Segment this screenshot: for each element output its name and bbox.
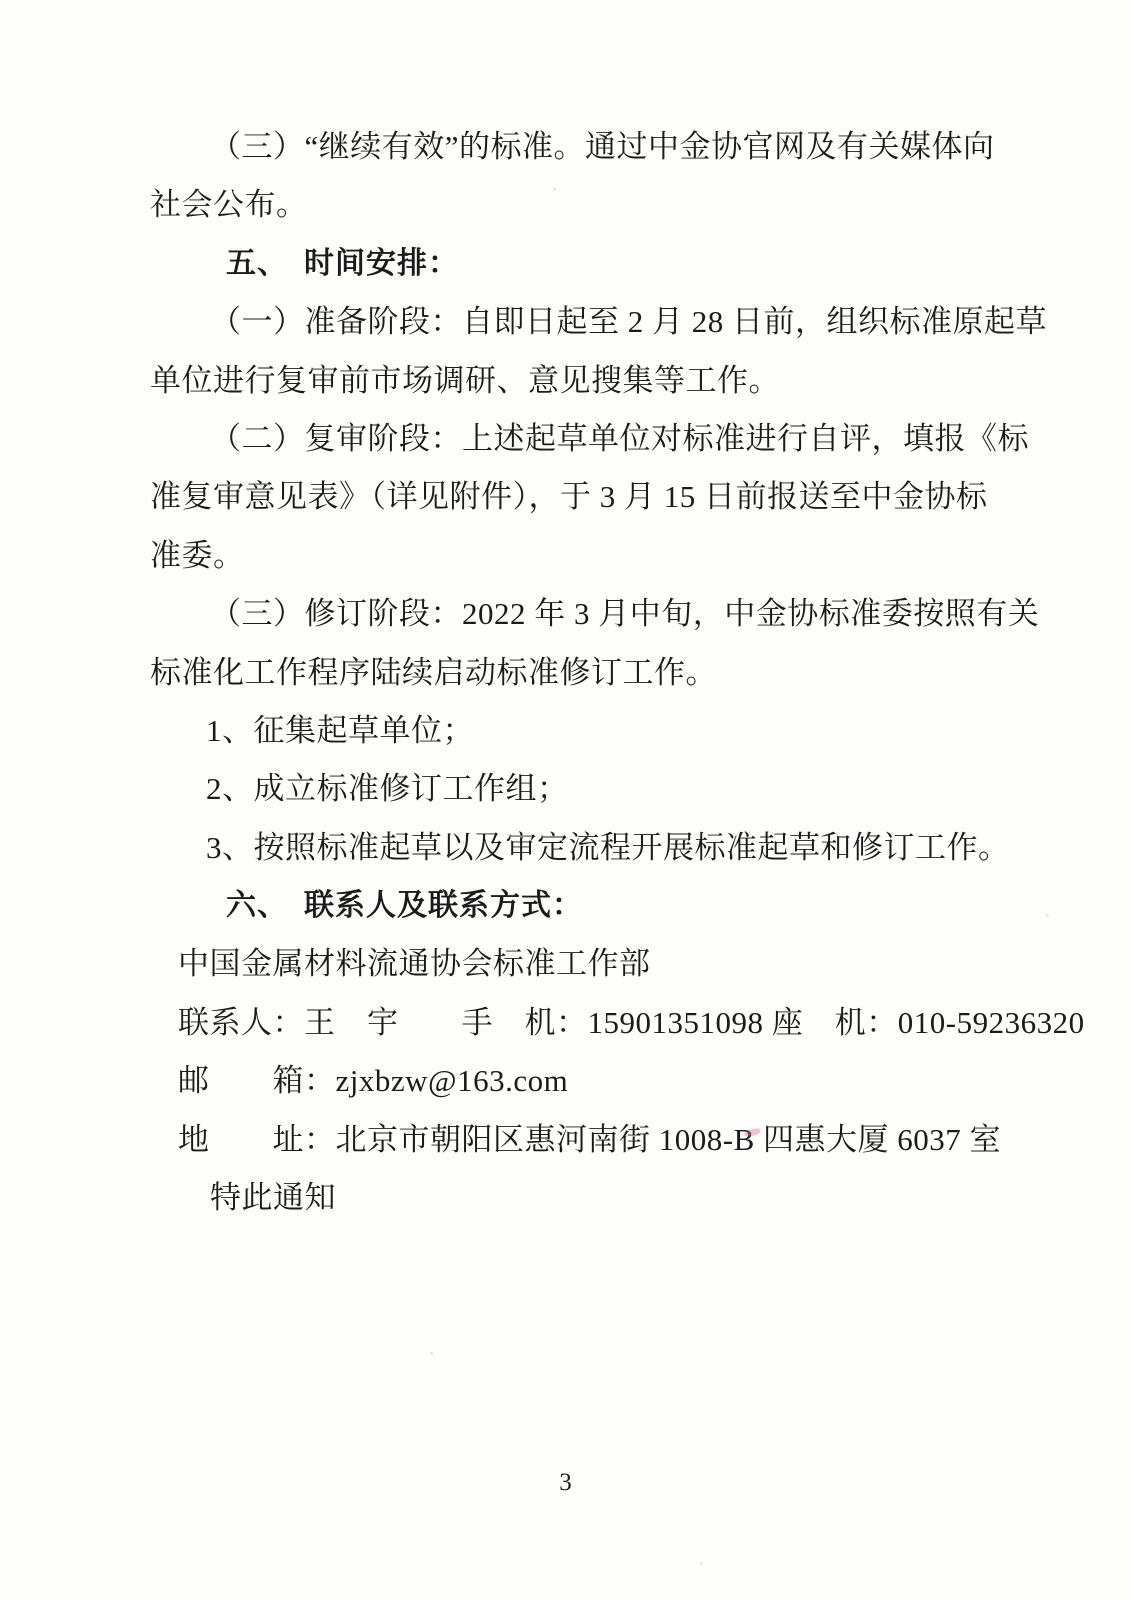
scan-speck: [553, 188, 556, 191]
page-number: 3: [559, 1469, 572, 1496]
scan-speck: [296, 712, 299, 715]
scan-speck: [700, 1562, 703, 1565]
paragraph-line: 准复审意见表》（详见附件），于 3 月 15 日前报送至中金协标: [150, 479, 988, 515]
section-heading: 六、 联系人及联系方式：: [226, 889, 583, 923]
contact-line: 邮 箱：zjxbzw@163.com: [178, 1063, 569, 1099]
scan-speck: [1046, 914, 1049, 917]
paragraph-line: 标准化工作程序陆续启动标准修订工作。: [150, 654, 717, 690]
paragraph-line: （三）修订阶段：2022 年 3 月中旬，中金协标准委按照有关: [210, 596, 1040, 632]
contact-line: 联系人：王 宇 手 机：15901351098 座 机：010-59236320: [178, 1004, 1085, 1040]
scan-speck: [958, 438, 961, 441]
contact-line: 地 址：北京市朝阳区惠河南街 1008-B 四惠大厦 6037 室: [178, 1121, 1001, 1157]
paragraph-line: （一）准备阶段：自即日起至 2 月 28 日前，组织标准原起草: [210, 304, 1047, 340]
list-item: 1、征集起草单位；: [206, 712, 474, 748]
contact-line: 中国金属材料流通协会标准工作部: [178, 946, 651, 982]
paragraph-line: 准委。: [150, 537, 245, 573]
list-item: 3、按照标准起草以及审定流程开展标准起草和修订工作。: [206, 829, 1010, 865]
closing-line: 特此通知: [210, 1180, 336, 1216]
paragraph-line: （二）复审阶段：上述起草单位对标准进行自评，填报《标: [210, 420, 1029, 456]
list-item: 2、成立标准修订工作组；: [206, 771, 569, 807]
paragraph-line: 社会公布。: [150, 187, 308, 223]
paragraph-line: （三）“继续有效”的标准。通过中金协官网及有关媒体向: [210, 129, 995, 164]
section-heading: 五、 时间安排：: [226, 246, 459, 280]
document-body: [150, 118, 1085, 1227]
scan-speck: [430, 1352, 433, 1355]
paragraph-line: 单位进行复审前市场调研、意见搜集等工作。: [150, 362, 780, 398]
